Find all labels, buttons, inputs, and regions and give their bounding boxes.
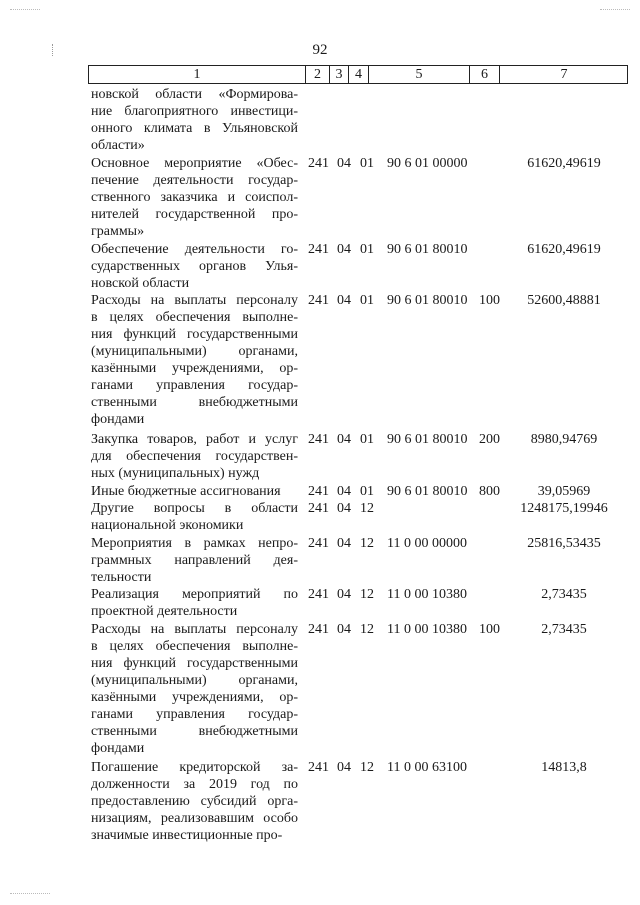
column-header: 5 [369, 66, 470, 83]
cell-csr: 90 6 01 80010 [387, 293, 468, 308]
row-name [91, 535, 298, 586]
row-name-line: Мероприятия в рамках непро- [91, 536, 298, 551]
column-header: 7 [560, 67, 568, 82]
cell-sum: 2,73435 [541, 587, 587, 602]
row-name-line: (муниципальными) органами, [91, 673, 298, 688]
cell-sum: 61620,49619 [527, 242, 601, 257]
cell-adm: 241 [308, 293, 329, 308]
cell-sum: 1248175,19946 [520, 501, 608, 516]
cell-vr: 100 [479, 622, 500, 637]
row-name-line: казёнными учреждениями, ор- [91, 361, 298, 376]
row-name-line: ных (муниципальных) нужд [91, 466, 260, 481]
row-name [91, 431, 298, 482]
cell-adm: 241 [308, 242, 329, 257]
column-header: 4 [349, 66, 369, 83]
row-name-line: (муниципальными) органами, [91, 344, 298, 359]
row-name-line: новской области [91, 276, 190, 291]
row-name-line: Реализация мероприятий по [91, 587, 298, 602]
cell-sum: 52600,48881 [527, 293, 601, 308]
cell-adm: 241 [308, 156, 329, 171]
cell-csr: 11 0 00 00000 [387, 536, 467, 551]
cell-csr: 11 0 00 10380 [387, 587, 467, 602]
row-name-line: долженности за 2019 год по [91, 777, 298, 792]
row-name-line: Обеспечение деятельности го- [91, 242, 298, 257]
cell-rz: 04 [337, 501, 351, 516]
row-name [91, 621, 298, 757]
row-name-line: национальной экономики [91, 518, 244, 533]
row-name-line: сударственных органов Улья- [91, 259, 298, 274]
cell-vr: 100 [479, 293, 500, 308]
row-name [91, 241, 298, 292]
cell-csr: 90 6 01 00000 [387, 156, 468, 171]
cell-sum: 14813,8 [541, 760, 587, 775]
cell-rz: 04 [337, 536, 351, 551]
row-name-line: ственными внебюджетными [91, 395, 298, 410]
row-name-line: Другие вопросы в области [91, 501, 298, 516]
row-name-line: новской области «Формирова- [91, 87, 298, 102]
row-name-line: проектной деятельности [91, 604, 238, 619]
cell-sum: 2,73435 [541, 622, 587, 637]
row-name-line: тельности [91, 570, 152, 585]
row-name-line: низациям, реализовавшим особо [91, 811, 298, 826]
cell-vr: 200 [479, 432, 500, 447]
cell-pr: 01 [360, 293, 374, 308]
page-number: 92 [312, 42, 328, 58]
cell-adm: 241 [308, 587, 329, 602]
row-name [91, 86, 298, 154]
cell-rz: 04 [337, 293, 351, 308]
row-name-line: казёнными учреждениями, ор- [91, 690, 298, 705]
row-name-line: ние благоприятного инвестици- [91, 104, 298, 119]
row-name-line: в целях обеспечения выполне- [91, 639, 298, 654]
cell-rz: 04 [337, 242, 351, 257]
row-name-line: Основное мероприятие «Обес- [91, 156, 298, 171]
cell-pr: 01 [360, 484, 374, 499]
row-name [91, 759, 298, 844]
cell-adm: 241 [308, 501, 329, 516]
cell-adm: 241 [308, 622, 329, 637]
cell-csr: 90 6 01 80010 [387, 432, 468, 447]
cell-sum: 25816,53435 [527, 536, 601, 551]
cell-pr: 12 [360, 622, 374, 637]
row-name-line: в целях обеспечения выполне- [91, 310, 298, 325]
cell-sum: 39,05969 [537, 484, 591, 499]
column-header: 6 [470, 66, 500, 83]
cell-sum: 61620,49619 [527, 156, 601, 171]
row-name-line: значимые инвестиционные про- [91, 828, 283, 843]
row-name-line: ственными внебюджетными [91, 724, 298, 739]
cell-adm: 241 [308, 432, 329, 447]
cell-pr: 12 [360, 587, 374, 602]
table-header [88, 65, 628, 84]
row-name [91, 155, 298, 240]
column-header: 1 [89, 66, 306, 83]
column-header: 3 [330, 66, 349, 83]
cell-vr: 800 [479, 484, 500, 499]
cell-rz: 04 [337, 432, 351, 447]
row-name-line: ганами управления государ- [91, 378, 298, 393]
row-name-line: печение деятельности государ- [91, 173, 298, 188]
row-name-line: фондами [91, 412, 145, 427]
cell-pr: 12 [360, 760, 374, 775]
cell-pr: 12 [360, 536, 374, 551]
row-name-line: для обеспечения государствен- [91, 449, 298, 464]
row-name-line: нителей государственной про- [91, 207, 298, 222]
row-name-line: Закупка товаров, работ и услуг [91, 432, 298, 447]
cell-rz: 04 [337, 760, 351, 775]
row-name-line: Иные бюджетные ассигнования [91, 484, 281, 499]
row-name-line: предоставлению субсидий орга- [91, 794, 298, 809]
cell-csr: 90 6 01 80010 [387, 242, 468, 257]
cell-csr: 11 0 00 63100 [387, 760, 467, 775]
row-name-line: ния функций государственными [91, 327, 298, 342]
row-name-line: области» [91, 138, 145, 153]
cell-adm: 241 [308, 760, 329, 775]
row-name-line: онного климата в Ульяновской [91, 121, 298, 136]
row-name-line: Погашение кредиторской за- [91, 760, 298, 775]
cell-pr: 01 [360, 432, 374, 447]
row-name-line: граммных направлений дея- [91, 553, 298, 568]
cell-csr: 11 0 00 10380 [387, 622, 467, 637]
cell-rz: 04 [337, 587, 351, 602]
cell-sum: 8980,94769 [530, 432, 598, 447]
cell-pr: 01 [360, 156, 374, 171]
cell-rz: 04 [337, 484, 351, 499]
row-name [91, 500, 298, 534]
cell-rz: 04 [337, 156, 351, 171]
cell-pr: 12 [360, 501, 374, 516]
row-name [91, 483, 298, 500]
scan-border-mark [10, 893, 50, 895]
row-name-line: фондами [91, 741, 145, 756]
cell-adm: 241 [308, 536, 329, 551]
row-name-line: Расходы на выплаты персоналу [91, 293, 298, 308]
scan-border-mark [600, 9, 630, 11]
scan-border-mark [10, 9, 40, 11]
row-name [91, 586, 298, 620]
row-name-line: ственного заказчика и соиспол- [91, 190, 298, 205]
row-name-line: ния функций государственными [91, 656, 298, 671]
column-header: 2 [306, 66, 330, 83]
row-name-line: Расходы на выплаты персоналу [91, 622, 298, 637]
cell-rz: 04 [337, 622, 351, 637]
cell-pr: 01 [360, 242, 374, 257]
row-name-line: ганами управления государ- [91, 707, 298, 722]
cell-csr: 90 6 01 80010 [387, 484, 468, 499]
row-name [91, 292, 298, 428]
row-name-line: граммы» [91, 224, 145, 239]
cell-adm: 241 [308, 484, 329, 499]
